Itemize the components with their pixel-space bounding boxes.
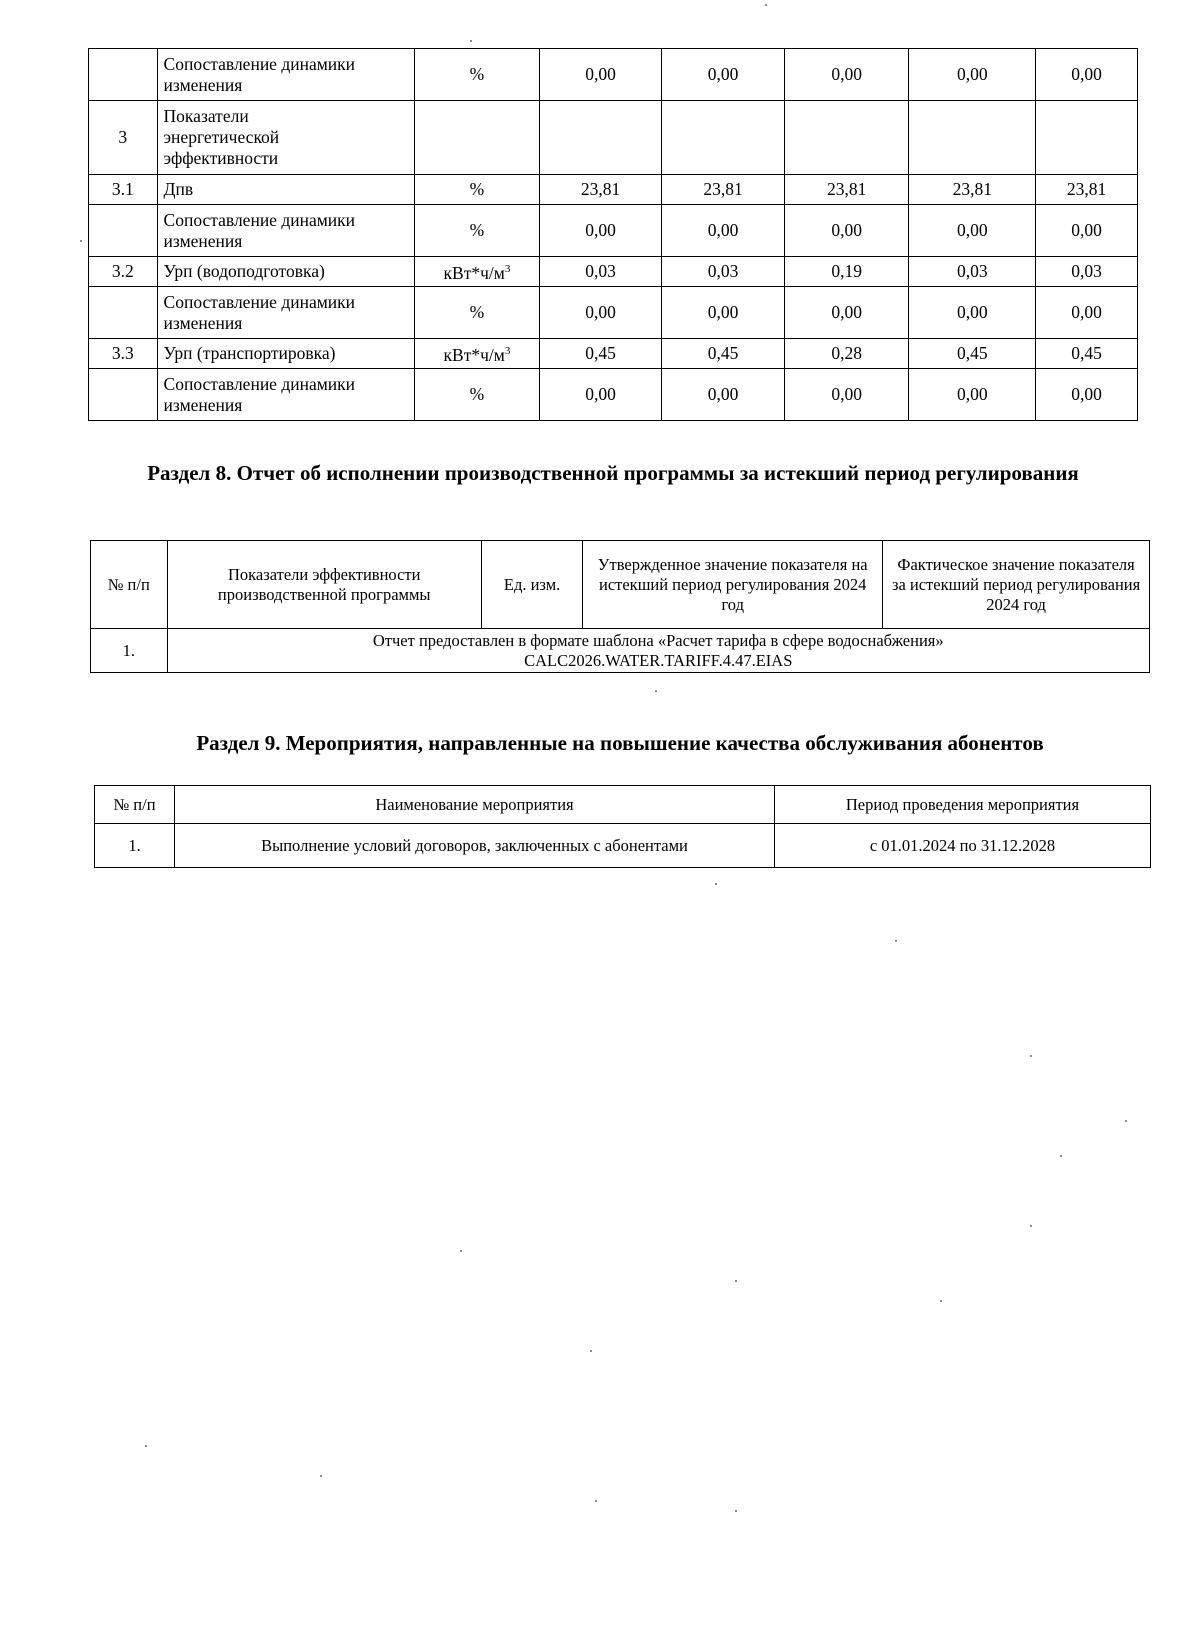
header-period: Период проведения мероприятия [775, 786, 1151, 824]
row-unit: кВт*ч/м [443, 262, 505, 283]
row-value: 23,81 [1036, 175, 1138, 205]
indicators-table [88, 48, 1138, 421]
section-8-title: Раздел 8. Отчет об исполнении производственной программы за истекший период регулирования [147, 461, 1079, 485]
row-value: 0,00 [909, 287, 1036, 339]
row-value: 0,00 [784, 287, 909, 339]
row-unit: % [415, 287, 540, 339]
row-value: 0,03 [909, 257, 1036, 287]
row-value [909, 101, 1036, 175]
row-value: 0,00 [662, 205, 785, 257]
row-unit: % [415, 49, 540, 101]
activity-name: Выполнение условий договоров, заключенных с абонентами [175, 824, 775, 868]
header-num: № п/п [95, 786, 175, 824]
row-value: 0,00 [909, 369, 1036, 421]
header-num: № п/п [91, 541, 168, 629]
row-number: 1. [95, 824, 175, 868]
table-row [89, 49, 1138, 101]
row-name: Сопоставление динамики изменения [157, 369, 415, 421]
row-value: 0,00 [539, 369, 662, 421]
row-number: 3.1 [89, 175, 158, 205]
row-number [89, 205, 158, 257]
row-value [539, 101, 662, 175]
scan-speck [735, 1510, 737, 1512]
row-name: Сопоставление динамики изменения [157, 287, 415, 339]
table-header-row [91, 541, 1150, 629]
table-row [89, 257, 1138, 287]
scan-speck [80, 240, 82, 242]
scan-speck [460, 1250, 462, 1252]
header-approved: Утвержденное значение показателя на истекший период регулирования 2024 год [583, 541, 883, 629]
scan-speck [145, 1445, 147, 1447]
row-unit: % [415, 369, 540, 421]
row-number: 1. [91, 629, 168, 673]
row-number: 3.3 [89, 339, 158, 369]
scan-speck [655, 690, 657, 692]
table-row [89, 175, 1138, 205]
scan-speck [1060, 1155, 1062, 1157]
row-value: 23,81 [539, 175, 662, 205]
header-indicator: Показатели эффективности производственной программы [167, 541, 481, 629]
scan-speck [320, 1475, 322, 1477]
scan-speck [1030, 1225, 1032, 1227]
row-unit: % [415, 205, 540, 257]
header-actual: Фактическое значение показателя за истекший период регулирования 2024 год [883, 541, 1150, 629]
scan-speck [765, 4, 767, 6]
row-value: 0,00 [539, 287, 662, 339]
activity-period: с 01.01.2024 по 31.12.2028 [775, 824, 1151, 868]
row-name: Сопоставление динамики изменения [157, 49, 415, 101]
table-row [95, 824, 1151, 868]
row-value: 23,81 [784, 175, 909, 205]
row-name: Урп (транспортировка) [157, 339, 415, 369]
section-9-title: Раздел 9. Мероприятия, направленные на повышение качества обслуживания абонентов [196, 731, 1044, 755]
row-value: 0,03 [539, 257, 662, 287]
scan-speck [590, 1350, 592, 1352]
unit-superscript: 3 [504, 263, 511, 276]
row-value: 0,45 [909, 339, 1036, 369]
row-value: 0,00 [539, 49, 662, 101]
section-8-table [90, 540, 1150, 673]
row-number: 3 [89, 101, 158, 175]
header-unit: Ед. изм. [481, 541, 582, 629]
row-value: 0,03 [662, 257, 785, 287]
row-value [662, 101, 785, 175]
scan-speck [1030, 1055, 1032, 1057]
report-note: Отчет предоставлен в формате шаблона «Расчет тарифа в сфере водоснабжения» CALC2026.WATER.TARIFF.4.47.EIAS [167, 629, 1149, 673]
row-value: 0,00 [1036, 369, 1138, 421]
row-value: 23,81 [909, 175, 1036, 205]
row-value: 0,00 [662, 369, 785, 421]
row-number [89, 49, 158, 101]
row-value: 0,45 [1036, 339, 1138, 369]
row-unit: % [415, 175, 540, 205]
scan-speck [940, 1300, 942, 1302]
row-value: 23,81 [662, 175, 785, 205]
row-value: 0,00 [909, 49, 1036, 101]
row-value: 0,00 [909, 205, 1036, 257]
section-9-table [94, 785, 1151, 868]
scan-speck [1125, 1120, 1127, 1122]
row-unit-cell [415, 257, 540, 287]
table-row [89, 369, 1138, 421]
row-value: 0,00 [1036, 205, 1138, 257]
row-name: Сопоставление динамики изменения [157, 205, 415, 257]
table-row [89, 339, 1138, 369]
row-value: 0,00 [784, 205, 909, 257]
row-value: 0,00 [539, 205, 662, 257]
table-row [91, 629, 1150, 673]
row-value: 0,03 [1036, 257, 1138, 287]
row-value: 0,19 [784, 257, 909, 287]
scan-speck [895, 940, 897, 942]
row-value: 0,00 [662, 287, 785, 339]
row-value: 0,00 [784, 49, 909, 101]
scan-speck [470, 40, 472, 42]
table-row [89, 101, 1138, 175]
row-value [1036, 101, 1138, 175]
row-unit [415, 101, 540, 175]
scan-speck [595, 1500, 597, 1502]
row-unit: кВт*ч/м [443, 344, 505, 365]
row-value: 0,28 [784, 339, 909, 369]
row-number: 3.2 [89, 257, 158, 287]
row-value: 0,00 [1036, 49, 1138, 101]
header-name: Наименование мероприятия [175, 786, 775, 824]
table-row [89, 287, 1138, 339]
row-number [89, 287, 158, 339]
row-value: 0,00 [784, 369, 909, 421]
unit-superscript: 3 [504, 345, 511, 358]
row-value: 0,45 [539, 339, 662, 369]
row-name: Показатели энергетической эффективности [157, 101, 415, 175]
row-unit-cell [415, 339, 540, 369]
scan-speck [715, 883, 717, 885]
row-name: Дпв [157, 175, 415, 205]
row-value: 0,00 [662, 49, 785, 101]
row-value [784, 101, 909, 175]
row-value: 0,00 [1036, 287, 1138, 339]
table-header-row [95, 786, 1151, 824]
row-number [89, 369, 158, 421]
table-row [89, 205, 1138, 257]
row-value: 0,45 [662, 339, 785, 369]
row-name: Урп (водоподготовка) [157, 257, 415, 287]
scan-speck [735, 1280, 737, 1282]
